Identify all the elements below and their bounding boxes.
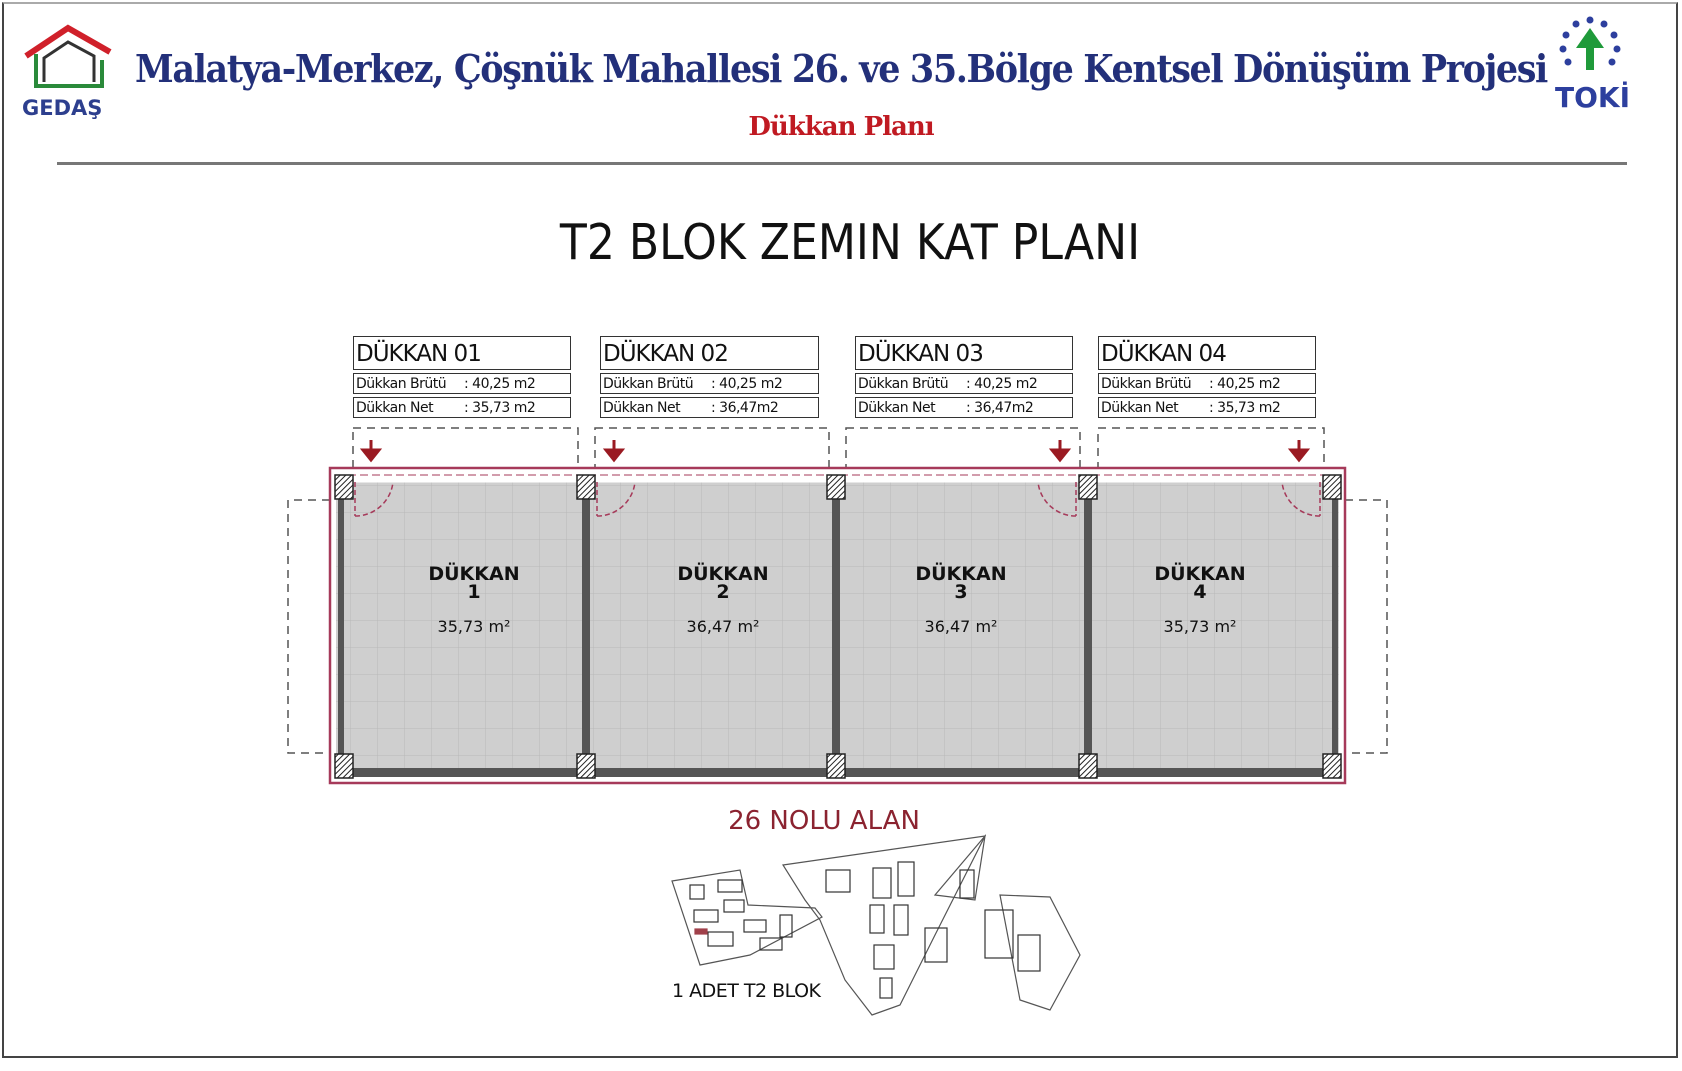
room-label-2: [623, 565, 823, 636]
room-name: DÜKKAN: [915, 563, 1007, 585]
shop-label-title: DÜKKAN 03: [855, 336, 1073, 370]
room-number: 4: [1193, 581, 1207, 603]
gross-key: Dükkan Brütü: [603, 376, 694, 392]
room-number: 1: [467, 581, 481, 603]
room-number: 2: [716, 581, 730, 603]
gross-value: : 40,25 m2: [464, 376, 536, 392]
room-area: 36,47 m²: [686, 617, 760, 636]
net-key: Dükkan Net: [603, 400, 681, 416]
net-key: Dükkan Net: [356, 400, 434, 416]
shop-label-title: DÜKKAN 04: [1098, 336, 1316, 370]
room-label-3: [861, 565, 1061, 636]
room-number: 3: [954, 581, 968, 603]
gross-value: : 40,25 m2: [1209, 376, 1281, 392]
room-area: 35,73 m²: [437, 617, 511, 636]
room-name: DÜKKAN: [1154, 563, 1246, 585]
shop-label-title: DÜKKAN 01: [353, 336, 571, 370]
net-key: Dükkan Net: [858, 400, 936, 416]
gedas-logo-text: GEDAŞ: [22, 96, 103, 120]
toki-logo-text: TOKİ: [1555, 81, 1631, 114]
room-area: 36,47 m²: [924, 617, 998, 636]
block-count-note: 1 ADET T2 BLOK: [672, 980, 821, 1002]
net-key: Dükkan Net: [1101, 400, 1179, 416]
gross-key: Dükkan Brütü: [1101, 376, 1192, 392]
gross-key: Dükkan Brütü: [858, 376, 949, 392]
net-value: : 35,73 m2: [1209, 400, 1281, 416]
site-area-title: 26 NOLU ALAN: [728, 806, 920, 836]
room-label-4: [1100, 565, 1300, 636]
page-subtitle: Dükkan Planı: [748, 112, 934, 142]
gross-key: Dükkan Brütü: [356, 376, 447, 392]
net-value: : 36,47m2: [966, 400, 1034, 416]
room-name: DÜKKAN: [677, 563, 769, 585]
net-value: : 35,73 m2: [464, 400, 536, 416]
room-area: 35,73 m²: [1163, 617, 1237, 636]
net-value: : 36,47m2: [711, 400, 779, 416]
gross-value: : 40,25 m2: [966, 376, 1038, 392]
plan-title: T2 BLOK ZEMIN KAT PLANI: [559, 214, 1141, 271]
room-label-1: [374, 565, 574, 636]
project-title: Malatya-Merkez, Çöşnük Mahallesi 26. ve 35.Bölge Kentsel Dönüşüm Projesi: [135, 46, 1547, 91]
entry-arrow-icons: [363, 440, 1307, 460]
room-name: DÜKKAN: [428, 563, 520, 585]
gross-value: : 40,25 m2: [711, 376, 783, 392]
shop-label-title: DÜKKAN 02: [600, 336, 819, 370]
